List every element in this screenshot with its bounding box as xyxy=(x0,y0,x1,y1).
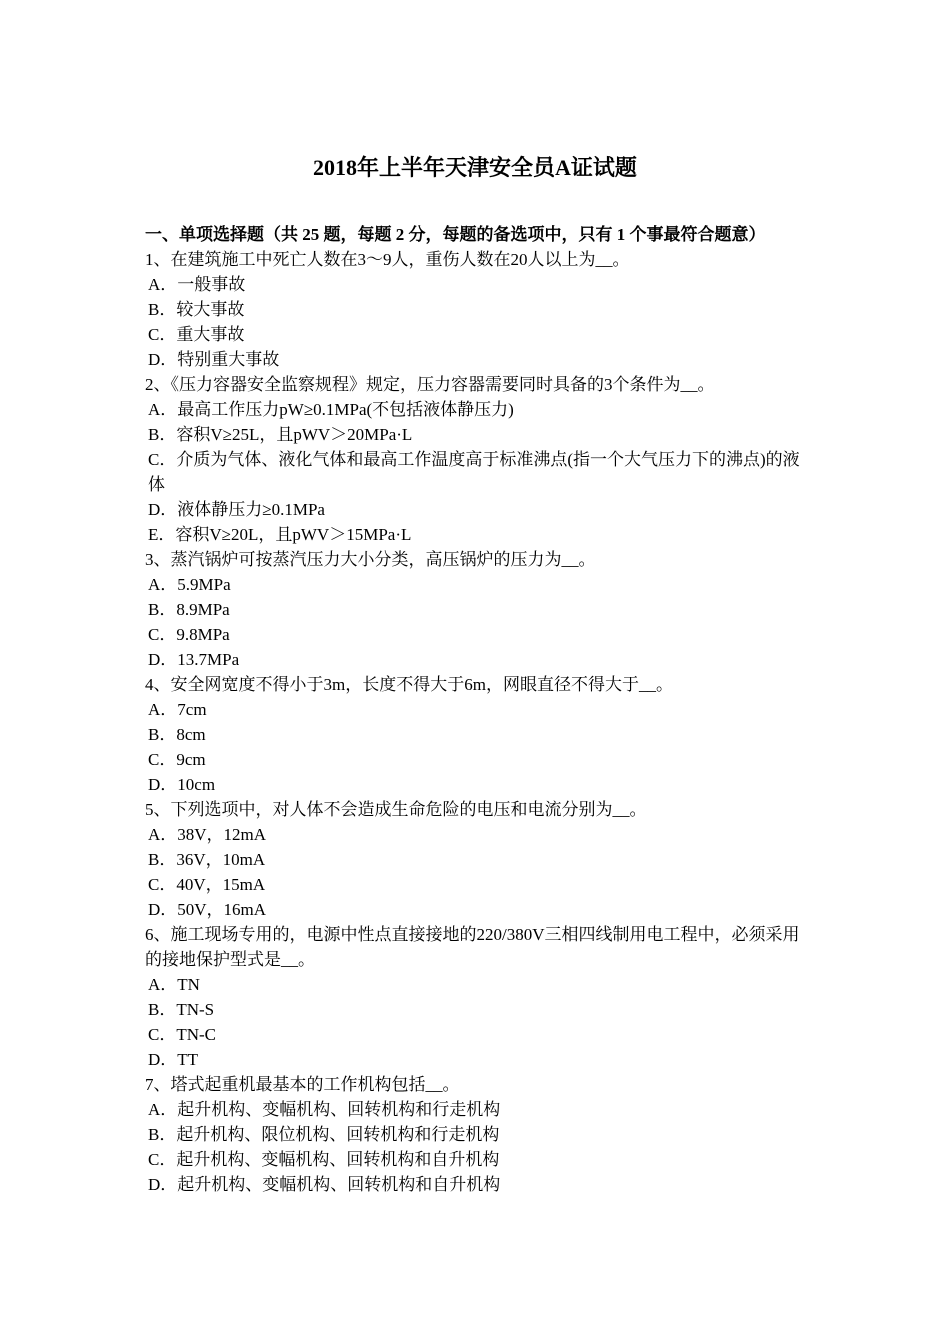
option-a: A．38V，12mA xyxy=(148,825,267,844)
option-a: A．最高工作压力pW≥0.1MPa(不包括液体静压力) xyxy=(148,400,514,419)
option-a: A．7cm xyxy=(148,700,207,719)
option-c: C．9.8MPa xyxy=(148,625,230,644)
option-b: B．8cm xyxy=(148,725,206,744)
option-d: D．10cm xyxy=(148,775,216,794)
option-d: D．液体静压力≥0.1MPa xyxy=(148,500,325,519)
option-b: B．容积V≥25L，且pWV＞20MPa·L xyxy=(148,425,413,444)
section-heading: 一、单项选择题（共 25 题，每题 2 分，每题的备选项中，只有 1 个事最符合题意） xyxy=(145,225,766,244)
page-title: 2018年上半年天津安全员A证试题 xyxy=(313,155,637,180)
question-stem: 5、下列选项中，对人体不会造成生命危险的电压和电流分别为__。 xyxy=(145,800,647,819)
question-block-5 xyxy=(145,797,815,922)
question-stem: 6、施工现场专用的，电源中性点直接接地的220/380V三相四线制用电工程中，必须采用的接地保护型式是__。 xyxy=(145,925,800,969)
option-a: A．起升机构、变幅机构、回转机构和行走机构 xyxy=(148,1100,501,1119)
question-block-4 xyxy=(145,672,815,797)
option-b: B．36V，10mA xyxy=(148,850,266,869)
question-stem: 1、在建筑施工中死亡人数在3～9人，重伤人数在20人以上为__。 xyxy=(145,250,630,269)
option-c: C．介质为气体、液化气体和最高工作温度高于标准沸点(指一个大气压力下的沸点)的液体 xyxy=(148,450,800,494)
option-d: D．13.7MPa xyxy=(148,650,240,669)
question-block-3 xyxy=(145,547,815,672)
option-c: C．TN-C xyxy=(148,1025,216,1044)
option-b: B．TN-S xyxy=(148,1000,215,1019)
question-stem: 4、安全网宽度不得小于3m，长度不得大于6m，网眼直径不得大于__。 xyxy=(145,675,673,694)
option-d: D．50V，16mA xyxy=(148,900,267,919)
question-stem: 3、蒸汽锅炉可按蒸汽压力大小分类，高压锅炉的压力为__。 xyxy=(145,550,596,569)
question-block-1 xyxy=(145,247,815,372)
option-d: D．起升机构、变幅机构、回转机构和自升机构 xyxy=(148,1175,501,1194)
option-d: D．特别重大事故 xyxy=(148,350,280,369)
option-c: C．重大事故 xyxy=(148,325,245,344)
question-block-7 xyxy=(145,1072,815,1197)
question-block-2 xyxy=(145,372,815,547)
option-c: C．起升机构、变幅机构、回转机构和自升机构 xyxy=(148,1150,500,1169)
question-stem: 2、《压力容器安全监察规程》规定，压力容器需要同时具备的3个条件为__。 xyxy=(145,375,715,394)
option-a: A．TN xyxy=(148,975,200,994)
option-b: B．8.9MPa xyxy=(148,600,230,619)
question-stem: 7、塔式起重机最基本的工作机构包括__。 xyxy=(145,1075,460,1094)
option-c: C．40V，15mA xyxy=(148,875,266,894)
option-a: A．5.9MPa xyxy=(148,575,231,594)
exam-content xyxy=(145,222,815,1197)
option-d: D．TT xyxy=(148,1050,199,1069)
option-b: B．起升机构、限位机构、回转机构和行走机构 xyxy=(148,1125,500,1144)
option-b: B．较大事故 xyxy=(148,300,245,319)
question-block-6 xyxy=(145,922,815,1072)
option-a: A．一般事故 xyxy=(148,275,246,294)
option-e: E．容积V≥20L，且pWV＞15MPa·L xyxy=(148,525,412,544)
option-c: C．9cm xyxy=(148,750,206,769)
